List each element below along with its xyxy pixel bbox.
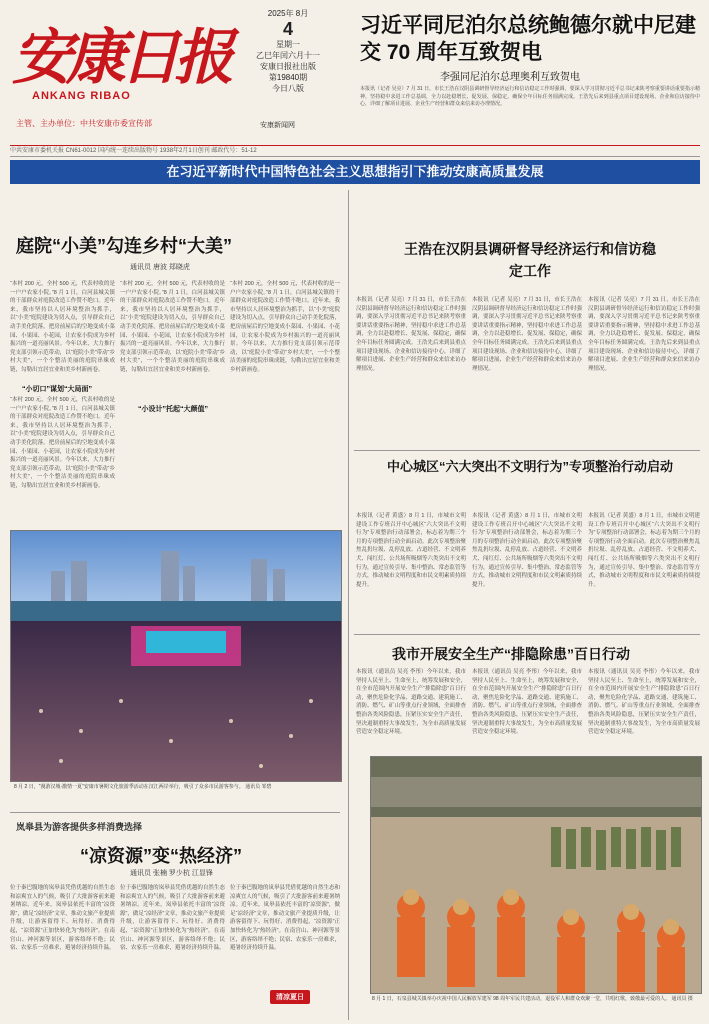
story3-col3: 本报讯（记者 黄盛）8 月 1 日，市城市文明建设工作专班召开中心城区“六大突出不文明行为”专项整治行动部署会，标志着为期三个月的专项整治行动全面启动。此次专项整治聚焦乱扔垃圾、乱停乱放、占道经营、不文明养犬、闯红灯、公共场所吸烟等六类突出不文明行为，通过宣传引导、集中整治、常态监管等方式，推动城市文明程度和市民文明素质持续提升。 xyxy=(588,513,700,588)
summer-tag: 清凉夏日 xyxy=(270,990,310,1004)
issue-weekday: 星期一 xyxy=(276,40,300,49)
story2-headline[interactable]: 王浩在汉阴县调研督导经济运行和信访稳定工作 xyxy=(404,241,656,279)
story5-headline[interactable]: “凉资源”变“热经济” xyxy=(80,846,242,866)
divider xyxy=(354,634,700,635)
issue-datebox xyxy=(238,8,338,94)
story4-col3: 本报讯（通讯员 吴亮 李彤）今年以来，我市坚持人民至上、生命至上，统筹发展和安全，在全市范围内开展安全生产“排隐除患”百日行动，聚焦危险化学品、道路交通、建筑施工、消防、燃气、矿山等重点行业领域，全面排查整治各类风险隐患，压紧压实安全生产责任，坚决遏制重特大事故发生，为全市高质量发展营造安全稳定环境。 xyxy=(588,669,700,736)
story1-headline[interactable]: 庭院“小美”勾连乡村“大美” xyxy=(16,236,232,256)
story5-col3: 位于秦巴腹地的岚皋县凭借优越的自然生态和凉爽宜人的气候，吸引了大批游客前来避暑纳凉。近年来，岚皋县依托丰富的“凉资源”，做足“凉经济”文章，推动文旅产业提质升级，让游客留得下、玩得好、消费得起，“凉资源”正加快转化为“热经济”。在南宫山、神河源等景区，游客络绎不绝；民宿、农家乐一房难求，避暑经济持续升温。 xyxy=(230,885,341,952)
issue-year-month: 2025年 8月 xyxy=(267,9,309,18)
story1-col3: “本村 200 元，全村 500 元，代表村收的是一户户农家小院。”8 月 1 日，白河县城关镇的干部群众对庭院改造工作赞不绝口。近年来，我市坚持以人居环境整治为抓手，以“小美”庭院建设为切入点，引导群众自己动手美化院落，把房前屋后的空地变成小菜园、小果园、小花园，让农家小院成为乡村振兴的一道亮丽风景。今年以来，大力推行党支部引领示范带动，以“庭院小美”带动“乡村大美”，一个个整洁美丽的庭院串珠成链，勾勒出宜居宜业和美乡村新画卷。 xyxy=(230,281,341,373)
divider xyxy=(10,812,340,813)
story1-subhead2: “小设计”托起“大颜值” xyxy=(138,406,208,413)
lead-headline[interactable]: 习近平同尼泊尔总统鲍德尔就中尼建交 70 周年互致贺电 xyxy=(360,14,696,64)
logo-pinyin: ANKANG RIBAO xyxy=(32,90,131,102)
issue-lunar: 乙巳年闰六月十一 xyxy=(256,51,320,60)
lead-subheadline: 李强同尼泊尔总理奥利互致贺电 xyxy=(440,72,580,83)
story1-col2: “本村 200 元，全村 500 元，代表村收的是一户户农家小院。”8 月 1 日，白河县城关镇的干部群众对庭院改造工作赞不绝口。近年来，我市坚持以人居环境整治为抓手，以“小美”庭院建设为切入点，引导群众自己动手美化院落，把房前屋后的空地变成小菜园、小果园、小花园，让农家小院成为乡村振兴的一道亮丽风景。今年以来，大力推行党支部引领示范带动，以“庭院小美”带动“乡村大美”，一个个整洁美丽的庭院串珠成链，勾勒出宜居宜业和美乡村新画卷。 xyxy=(120,281,225,373)
lead-body: 本报讯（记者 吴亮）7 月 31 日，市长王浩在汉阴县调研督导经济运行和信访稳定工作时强调，要深入学习贯彻习近平总书记来陕考察重要讲话重要指示精神，坚持稳中求进工作总基调，全力以赴稳增长、促发展、保稳定，确保全年目标任务圆满完成。王浩先后来到县重点项目建设现场、企业和信访接待中心，详细了解项目进展、企业生产经营和群众来信来访办理情况。 xyxy=(360,86,700,107)
website-label: 安康新闻网 xyxy=(260,122,295,129)
veterans-event-photo[interactable] xyxy=(370,756,702,994)
photo-caption: 8 月 2 日，“漫游汉城·激情一夏”安康市暑期文化旅游季活动在汉江两岸举行，吸引了众多市民游客参与。 通讯员 邹碧 xyxy=(14,784,272,790)
svg-text:安康日报: 安康日报 xyxy=(12,23,228,93)
story5-col1: 位于秦巴腹地的岚皋县凭借优越的自然生态和凉爽宜人的气候，吸引了大批游客前来避暑纳凉。近年来，岚皋县依托丰富的“凉资源”，做足“凉经济”文章，推动文旅产业提质升级，让游客留得下、玩得好、消费得起，“凉资源”正加快转化为“热经济”。在南宫山、神河源等景区，游客络绎不绝；民宿、农家乐一房难求，避暑经济持续升温。 xyxy=(10,885,115,952)
photo2-caption: 8 月 1 日，石泉县城关镇举办庆祝中国人民解放军建军 98 周年军民共建活动，退役军人和群众欢聚一堂，共唱红歌，致敬最可爱的人。 通讯员 摄 xyxy=(372,996,693,1002)
column-divider xyxy=(348,190,349,1020)
story1-byline: 通讯员 唐波 郑晓虎 xyxy=(130,264,190,271)
story5-col2: 位于秦巴腹地的岚皋县凭借优越的自然生态和凉爽宜人的气候，吸引了大批游客前来避暑纳凉。近年来，岚皋县依托丰富的“凉资源”，做足“凉经济”文章，推动文旅产业提质升级，让游客留得下、玩得好、消费得起，“凉资源”正加快转化为“热经济”。在南宫山、神河源等景区，游客络绎不绝；民宿、农家乐一房难求，避暑经济持续升温。 xyxy=(120,885,225,952)
story2-col3: 本报讯（记者 吴亮）7 月 31 日，市长王浩在汉阴县调研督导经济运行和信访稳定工作时强调，要深入学习贯彻习近平总书记来陕考察重要讲话重要指示精神，坚持稳中求进工作总基调，全力以赴稳增长、促发展、保稳定，确保全年目标任务圆满完成。王浩先后来到县重点项目建设现场、企业和信访接待中心，详细了解项目进展、企业生产经营和群众来信来访办理情况。 xyxy=(588,297,700,372)
info-bar: 中共安康市委机关报 CN61-0012 国内统一连续出版物号 1938年2月1日创刊 邮政代号：51-12 xyxy=(10,145,700,157)
story1-col1: “本村 200 元，全村 500 元，代表村收的是一户户农家小院。”8 月 1 日，白河县城关镇的干部群众对庭院改造工作赞不绝口。近年来，我市坚持以人居环境整治为抓手，以“小美”庭院建设为切入点，引导群众自己动手美化院落，把房前屋后的空地变成小菜园、小果园、小花园，让农家小院成为乡村振兴的一道亮丽风景。今年以来，大力推行党支部引领示范带动，以“庭院小美”带动“乡村大美”，一个个整洁美丽的庭院串珠成链，勾勒出宜居宜业和美乡村新画卷。 xyxy=(10,281,115,373)
story5-kicker: 岚皋县为游客提供多样消费选择 xyxy=(16,822,143,832)
story4-headline[interactable]: 我市开展安全生产“排隐除患”百日行动 xyxy=(392,646,630,662)
calligraphy-logo-image xyxy=(12,8,228,96)
story3-col2: 本报讯（记者 黄盛）8 月 1 日，市城市文明建设工作专班召开中心城区“六大突出不文明行为”专项整治行动部署会，标志着为期三个月的专项整治行动全面启动。此次专项整治聚焦乱扔垃圾、乱停乱放、占道经营、不文明养犬、闯红灯、公共场所吸烟等六类突出不文明行为，通过宣传引导、集中整治、常态监管等方式，推动城市文明程度和市民文明素质持续提升。 xyxy=(472,513,583,588)
story4-col1: 本报讯（通讯员 吴亮 李彤）今年以来，我市坚持人民至上、生命至上，统筹发展和安全，在全市范围内开展安全生产“排隐除患”百日行动，聚焦危险化学品、道路交通、建筑施工、消防、燃气、矿山等重点行业领域，全面排查整治各类风险隐患，压紧压实安全生产责任，坚决遏制重特大事故发生，为全市高质量发展营造安全稳定环境。 xyxy=(356,669,467,736)
issue-publisher: 安康日报社出版 xyxy=(260,62,316,71)
divider xyxy=(354,450,700,451)
theme-banner: 在习近平新时代中国特色社会主义思想指引下推动安康高质量发展 xyxy=(10,160,700,184)
night-event-photo[interactable] xyxy=(10,530,342,782)
masthead-logo xyxy=(12,8,228,96)
story1-col1b: “本村 200 元，全村 500 元，代表村收的是一户户农家小院。”8 月 1 日，白河县城关镇的干部群众对庭院改造工作赞不绝口。近年来，我市坚持以人居环境整治为抓手，以“小美”庭院建设为切入点，引导群众自己动手美化院落，把房前屋后的空地变成小菜园、小果园、小花园，让农家小院成为乡村振兴的一道亮丽风景。今年以来，大力推行党支部引领示范带动，以“庭院小美”带动“乡村大美”，一个个整洁美丽的庭院串珠成链，勾勒出宜居宜业和美乡村新画卷。 xyxy=(10,397,115,489)
story5-byline: 通讯员 张楠 罗少杭 江显锋 xyxy=(130,870,213,877)
issue-pages: 今日八版 xyxy=(272,84,304,93)
issue-day: 4 xyxy=(282,19,293,39)
story3-headline[interactable]: 中心城区“六大突出不文明行为”专项整治行动启动 xyxy=(386,459,673,474)
story4-col2: 本报讯（通讯员 吴亮 李彤）今年以来，我市坚持人民至上、生命至上，统筹发展和安全，在全市范围内开展安全生产“排隐除患”百日行动，聚焦危险化学品、道路交通、建筑施工、消防、燃气、矿山等重点行业领域，全面排查整治各类风险隐患，压紧压实安全生产责任，坚决遏制重特大事故发生，为全市高质量发展营造安全稳定环境。 xyxy=(472,669,583,736)
story2-col2: 本报讯（记者 吴亮）7 月 31 日，市长王浩在汉阴县调研督导经济运行和信访稳定工作时强调，要深入学习贯彻习近平总书记来陕考察重要讲话重要指示精神，坚持稳中求进工作总基调，全力以赴稳增长、促发展、保稳定，确保全年目标任务圆满完成。王浩先后来到县重点项目建设现场、企业和信访接待中心，详细了解项目进展、企业生产经营和群众来信来访办理情况。 xyxy=(472,297,583,372)
story2-col1: 本报讯（记者 吴亮）7 月 31 日，市长王浩在汉阴县调研督导经济运行和信访稳定工作时强调，要深入学习贯彻习近平总书记来陕考察重要讲话重要指示精神，坚持稳中求进工作总基调，全力以赴稳增长、促发展、保稳定，确保全年目标任务圆满完成。王浩先后来到县重点项目建设现场、企业和信访接待中心，详细了解项目进展、企业生产经营和群众来信来访办理情况。 xyxy=(356,297,467,372)
story3-col1: 本报讯（记者 黄盛）8 月 1 日，市城市文明建设工作专班召开中心城区“六大突出不文明行为”专项整治行动部署会，标志着为期三个月的专项整治行动全面启动。此次专项整治聚焦乱扔垃圾、乱停乱放、占道经营、不文明养犬、闯红灯、公共场所吸烟等六类突出不文明行为，通过宣传引导、集中整治、常态监管等方式，推动城市文明程度和市民文明素质持续提升。 xyxy=(356,513,467,588)
story1-subhead1: “小切口”谋划“大局面” xyxy=(22,386,92,393)
publisher-slogan: 主管、主办单位：中共安康市委宣传部 xyxy=(16,119,152,128)
issue-number: 第19840期 xyxy=(268,73,308,82)
